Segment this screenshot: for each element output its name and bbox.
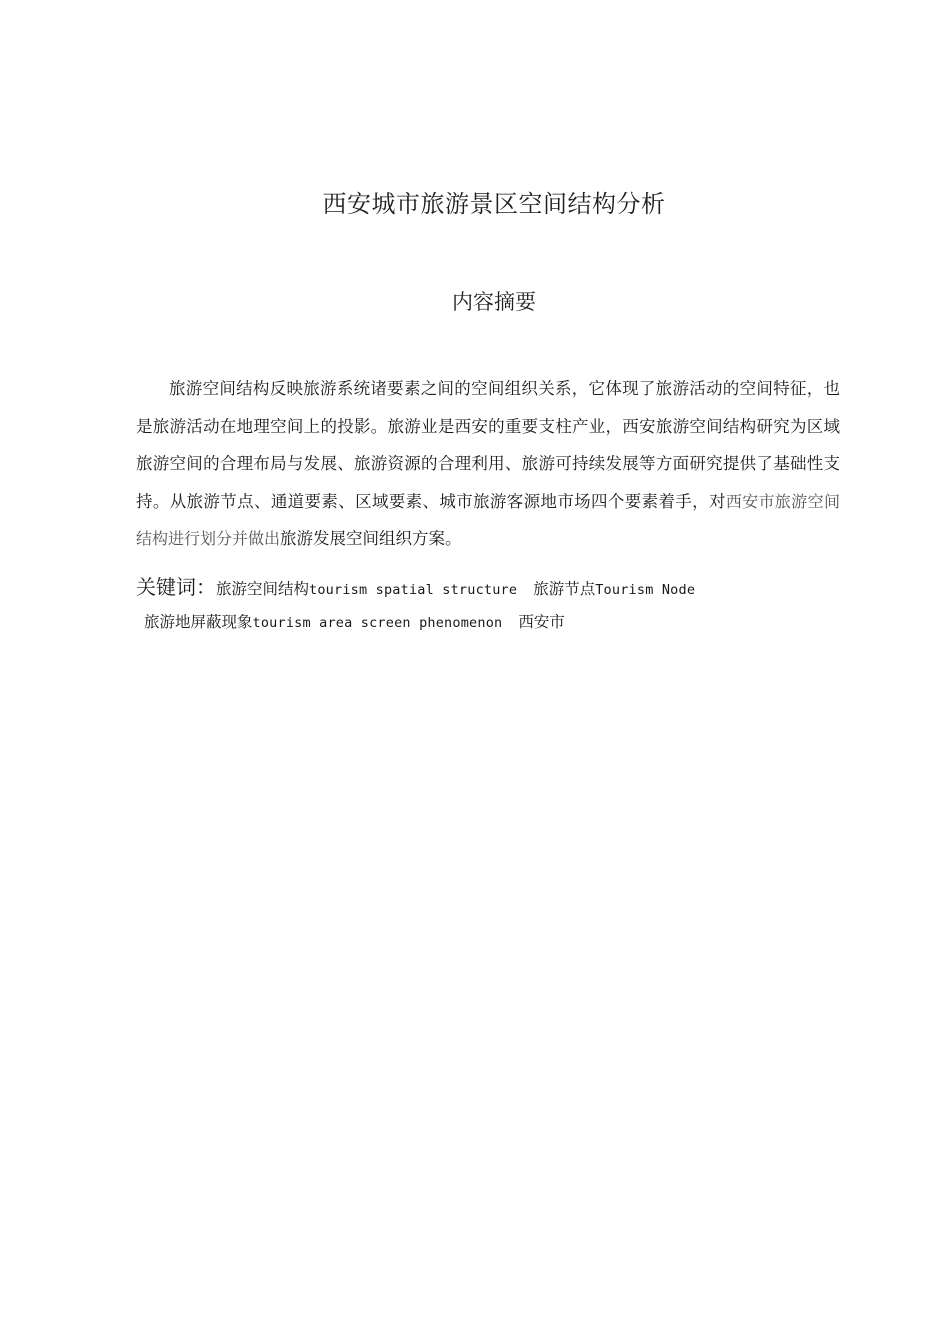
abstract-text-end: 旅游发展空间组织方案。	[280, 529, 462, 548]
keyword-cn: 旅游地屏蔽现象	[144, 613, 253, 631]
keyword-cn: 旅游节点	[533, 580, 596, 598]
keywords-label: 关键词：	[136, 575, 216, 599]
abstract-text-main: 旅游空间结构反映旅游系统诸要素之间的空间组织关系，它体现了旅游活动的空间特征，也是旅游活动在地理空间上的投影。旅游业是西安的重要支柱产业，西安旅游空间结构研究为区域旅游空间的合理布局与发展、旅游资源的合理利用、旅游可持续发展等方面研究提供了基础性支持。从旅游节点、通道要素、区域要素、城市旅游客源地市场四个要素着手，对	[136, 379, 840, 511]
keywords-line-2	[136, 605, 856, 640]
abstract-heading: 内容摘要	[452, 290, 536, 314]
keywords-line-1	[136, 570, 856, 605]
keywords-section	[136, 570, 856, 640]
keyword-en: tourism spatial structure	[309, 582, 518, 598]
keyword-en: Tourism Node	[595, 582, 696, 598]
document-title: 西安城市旅游景区空间结构分析	[322, 190, 666, 218]
abstract-text-serif: 西安市旅游空间结构进行划分并做出	[136, 491, 840, 548]
keyword-cn: 旅游空间结构	[216, 580, 310, 598]
keyword-cn: 西安市	[518, 613, 565, 631]
keyword-en: tourism area screen phenomenon	[252, 615, 503, 631]
abstract-paragraph	[136, 370, 840, 558]
